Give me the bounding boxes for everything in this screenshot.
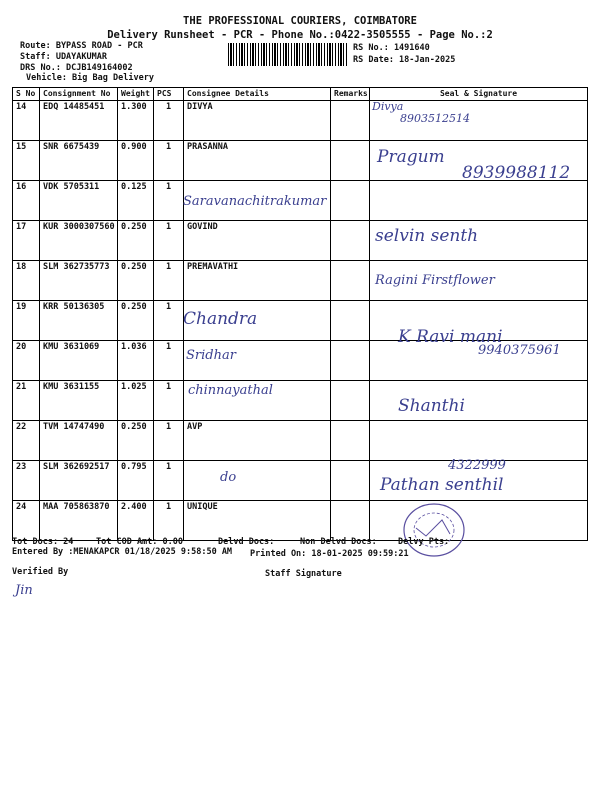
row-consignee: UNIQUE (184, 501, 331, 541)
handwritten-signature: Pragum (377, 147, 445, 167)
verifier-signature: Jin (15, 583, 33, 598)
printed-on: Printed On: 18-01-2025 09:59:21 (250, 549, 409, 559)
table-row (13, 381, 588, 421)
handwritten-signature: Shanthi (398, 396, 465, 416)
handwritten-signature: K Ravi mani (398, 327, 503, 347)
row-pcs: 1 (154, 141, 184, 181)
row-weight: 0.795 (118, 461, 154, 501)
table-row (13, 221, 588, 261)
row-sno: 19 (13, 301, 40, 341)
row-sno: 17 (13, 221, 40, 261)
row-remarks (331, 101, 370, 141)
staff-label: Staff: UDAYAKUMAR (20, 52, 107, 62)
total-cod-amount: Tot COD Amt: 0.00 (96, 537, 183, 547)
delivered-docs: Delvd Docs: (218, 537, 275, 547)
barcode-image (228, 43, 348, 66)
rs-number: RS No.: 1491640 (353, 43, 430, 53)
handwritten-consignee: Sridhar (186, 348, 236, 363)
verified-by-label: Verified By (12, 567, 69, 577)
col-header-consignee: Consignee Details (184, 88, 331, 101)
document-subtitle: Delivery Runsheet - PCR - Phone No.:0422-3505555 - Page No.:2 (107, 29, 493, 41)
col-header-weight: Weight (118, 88, 154, 101)
table-row (13, 501, 588, 541)
row-remarks (331, 221, 370, 261)
row-pcs: 1 (154, 261, 184, 301)
row-pcs: 1 (154, 341, 184, 381)
row-weight: 0.900 (118, 141, 154, 181)
row-consignee: DIVYA (184, 101, 331, 141)
row-remarks (331, 381, 370, 421)
table-row (13, 421, 588, 461)
vehicle-label: Vehicle: Big Bag Delivery (26, 73, 154, 83)
row-pcs: 1 (154, 221, 184, 261)
row-remarks (331, 261, 370, 301)
row-consignment: MAA 705863870 (40, 501, 118, 541)
row-consignment: SNR 6675439 (40, 141, 118, 181)
row-remarks (331, 421, 370, 461)
row-weight: 0.250 (118, 261, 154, 301)
row-consignee: PRASANNA (184, 141, 331, 181)
row-sno: 16 (13, 181, 40, 221)
handwritten-consignee: chinnayathal (188, 383, 273, 398)
row-weight: 1.300 (118, 101, 154, 141)
row-sno: 15 (13, 141, 40, 181)
rs-date: RS Date: 18-Jan-2025 (353, 55, 456, 65)
row-pcs: 1 (154, 381, 184, 421)
table-row (13, 101, 588, 141)
row-signature-cell (370, 421, 588, 461)
row-weight: 1.025 (118, 381, 154, 421)
row-consignee (184, 461, 331, 501)
row-remarks (331, 141, 370, 181)
handwritten-signature: selvin senth (375, 226, 479, 246)
row-sno: 23 (13, 461, 40, 501)
row-consignee: GOVIND (184, 221, 331, 261)
handwritten-signature: Divya (372, 100, 404, 113)
entered-by: Entered By :MENAKAPCR 01/18/2025 9:58:50 AM (12, 547, 233, 557)
row-sno: 18 (13, 261, 40, 301)
row-consignment: KRR 50136305 (40, 301, 118, 341)
document-title: THE PROFESSIONAL COURIERS, COIMBATORE (183, 15, 417, 27)
drs-number: DRS No.: DCJB149164002 (20, 63, 133, 73)
row-pcs: 1 (154, 501, 184, 541)
col-header-signature: Seal & Signature (370, 88, 588, 101)
route-label: Route: BYPASS ROAD - PCR (20, 41, 143, 51)
col-header-consignment: Consignment No (40, 88, 118, 101)
row-consignment: VDK 5705311 (40, 181, 118, 221)
row-remarks (331, 501, 370, 541)
row-remarks (331, 341, 370, 381)
row-sno: 14 (13, 101, 40, 141)
row-consignment: KUR 3000307560 (40, 221, 118, 261)
handwritten-phone: 8903512514 (400, 112, 470, 125)
row-weight: 0.250 (118, 301, 154, 341)
row-sno: 21 (13, 381, 40, 421)
row-consignment: KMU 3631155 (40, 381, 118, 421)
row-pcs: 1 (154, 461, 184, 501)
row-sno: 20 (13, 341, 40, 381)
handwritten-phone: 8939988112 (462, 163, 571, 183)
handwritten-consignee: Saravanachitrakumar (183, 194, 327, 209)
row-consignee: PREMAVATHI (184, 261, 331, 301)
col-header-pcs: PCS (154, 88, 184, 101)
row-consignment: TVM 14747490 (40, 421, 118, 461)
row-consignee: AVP (184, 421, 331, 461)
row-weight: 2.400 (118, 501, 154, 541)
row-sno: 24 (13, 501, 40, 541)
row-consignment: KMU 3631069 (40, 341, 118, 381)
handwritten-signature: Ragini Firstflower (375, 273, 495, 288)
staff-signature-label: Staff Signature (265, 569, 342, 579)
row-weight: 0.250 (118, 421, 154, 461)
row-pcs: 1 (154, 421, 184, 461)
row-signature-cell (370, 181, 588, 221)
col-header-sno: S No (13, 88, 40, 101)
handwritten-consignee: Chandra (183, 309, 258, 329)
table-header-row (13, 88, 588, 101)
non-delivered-docs: Non Delvd Docs: (300, 537, 377, 547)
row-weight: 1.036 (118, 341, 154, 381)
row-weight: 0.250 (118, 221, 154, 261)
row-weight: 0.125 (118, 181, 154, 221)
table-row (13, 261, 588, 301)
total-docs: Tot Docs: 24 (12, 537, 74, 547)
row-consignment: SLM 362692517 (40, 461, 118, 501)
row-consignment: SLM 362735773 (40, 261, 118, 301)
row-remarks (331, 461, 370, 501)
row-pcs: 1 (154, 101, 184, 141)
row-consignment: EDQ 14485451 (40, 101, 118, 141)
row-remarks (331, 301, 370, 341)
col-header-remarks: Remarks (331, 88, 370, 101)
row-sno: 22 (13, 421, 40, 461)
handwritten-signature: Pathan senthil (380, 475, 504, 495)
row-pcs: 1 (154, 181, 184, 221)
row-remarks (331, 181, 370, 221)
handwritten-consignee: do (220, 470, 237, 485)
handwritten-phone: 9940375961 (478, 343, 561, 358)
delivery-points: Delvy Pts: (398, 537, 450, 547)
row-pcs: 1 (154, 301, 184, 341)
handwritten-phone: 4322999 (448, 458, 506, 473)
